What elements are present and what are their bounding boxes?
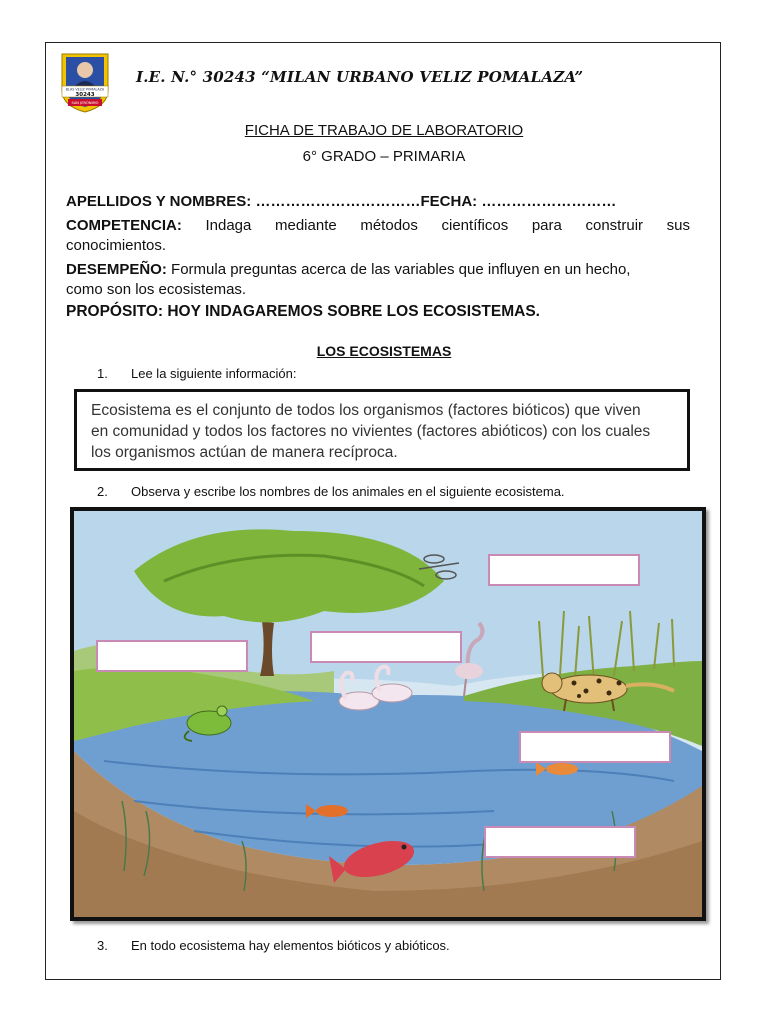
names-date-row [66,192,690,211]
competencia-text: Indaga mediante métodos científicos para construir sus [205,217,690,234]
desempeno-label: DESEMPEÑO: [66,261,167,278]
step-3-number: 3. [97,938,108,953]
desempeno-text: Formula preguntas acerca de las variables que influyen en un hecho, [171,261,631,278]
desempeno-line2: como son los ecosistemas. [66,281,247,298]
worksheet-title: FICHA DE TRABAJO DE LABORATORIO [244,122,524,139]
definition-box [74,389,690,471]
step-1 [97,366,297,381]
step-1-number: 1. [97,366,108,381]
svg-text:30243: 30243 [75,92,95,98]
svg-text:SAN JERÓNIMO: SAN JERÓNIMO [71,101,99,105]
definition-line-3: los organismos actúan de manera recíproca. [91,444,398,461]
label-box-frog[interactable] [96,640,248,672]
competencia-line1 [66,216,690,235]
date-label: FECHA: [420,193,478,210]
label-box-dragonfly[interactable] [488,554,640,586]
grade-title: 6° GRADO – PRIMARIA [302,148,466,165]
step-2-number: 2. [97,484,108,499]
competencia-label: COMPETENCIA: [66,217,182,234]
label-box-swans[interactable] [310,631,462,663]
step-3 [97,938,450,953]
desempeno-line1 [66,260,690,279]
proposito: PROPÓSITO: HOY INDAGAREMOS SOBRE LOS ECOSISTEMAS. [66,303,540,320]
names-label: APELLIDOS Y NOMBRES: [66,193,252,210]
names-blank[interactable]: …………………………… [255,193,421,210]
school-crest-icon [58,52,112,114]
school-name: I.E. N.° 30243 “MILAN URBANO VELIZ POMALAZA” [136,68,584,86]
label-box-fish[interactable] [484,826,636,858]
ecosystem-illustration [70,507,706,921]
svg-text:BLAS VELIZ POMALAZA: BLAS VELIZ POMALAZA [65,87,105,92]
section-title: LOS ECOSISTEMAS [316,343,452,359]
step-2-text: Observa y escribe los nombres de los animales en el siguiente ecosistema. [131,484,565,499]
competencia-line2: conocimientos. [66,237,167,254]
label-box-jaguar[interactable] [519,731,671,763]
definition-line-1: Ecosistema es el conjunto de todos los organismos (factores bióticos) que viven [91,402,641,419]
step-2 [97,484,565,499]
step-1-text: Lee la siguiente información: [131,366,297,381]
step-3-text: En todo ecosistema hay elementos bióticos y abióticos. [131,938,450,953]
date-blank[interactable]: ……………………… [481,193,617,210]
definition-line-2: en comunidad y todos los factores no vivientes (factores abióticos) con los cuales [91,423,651,440]
